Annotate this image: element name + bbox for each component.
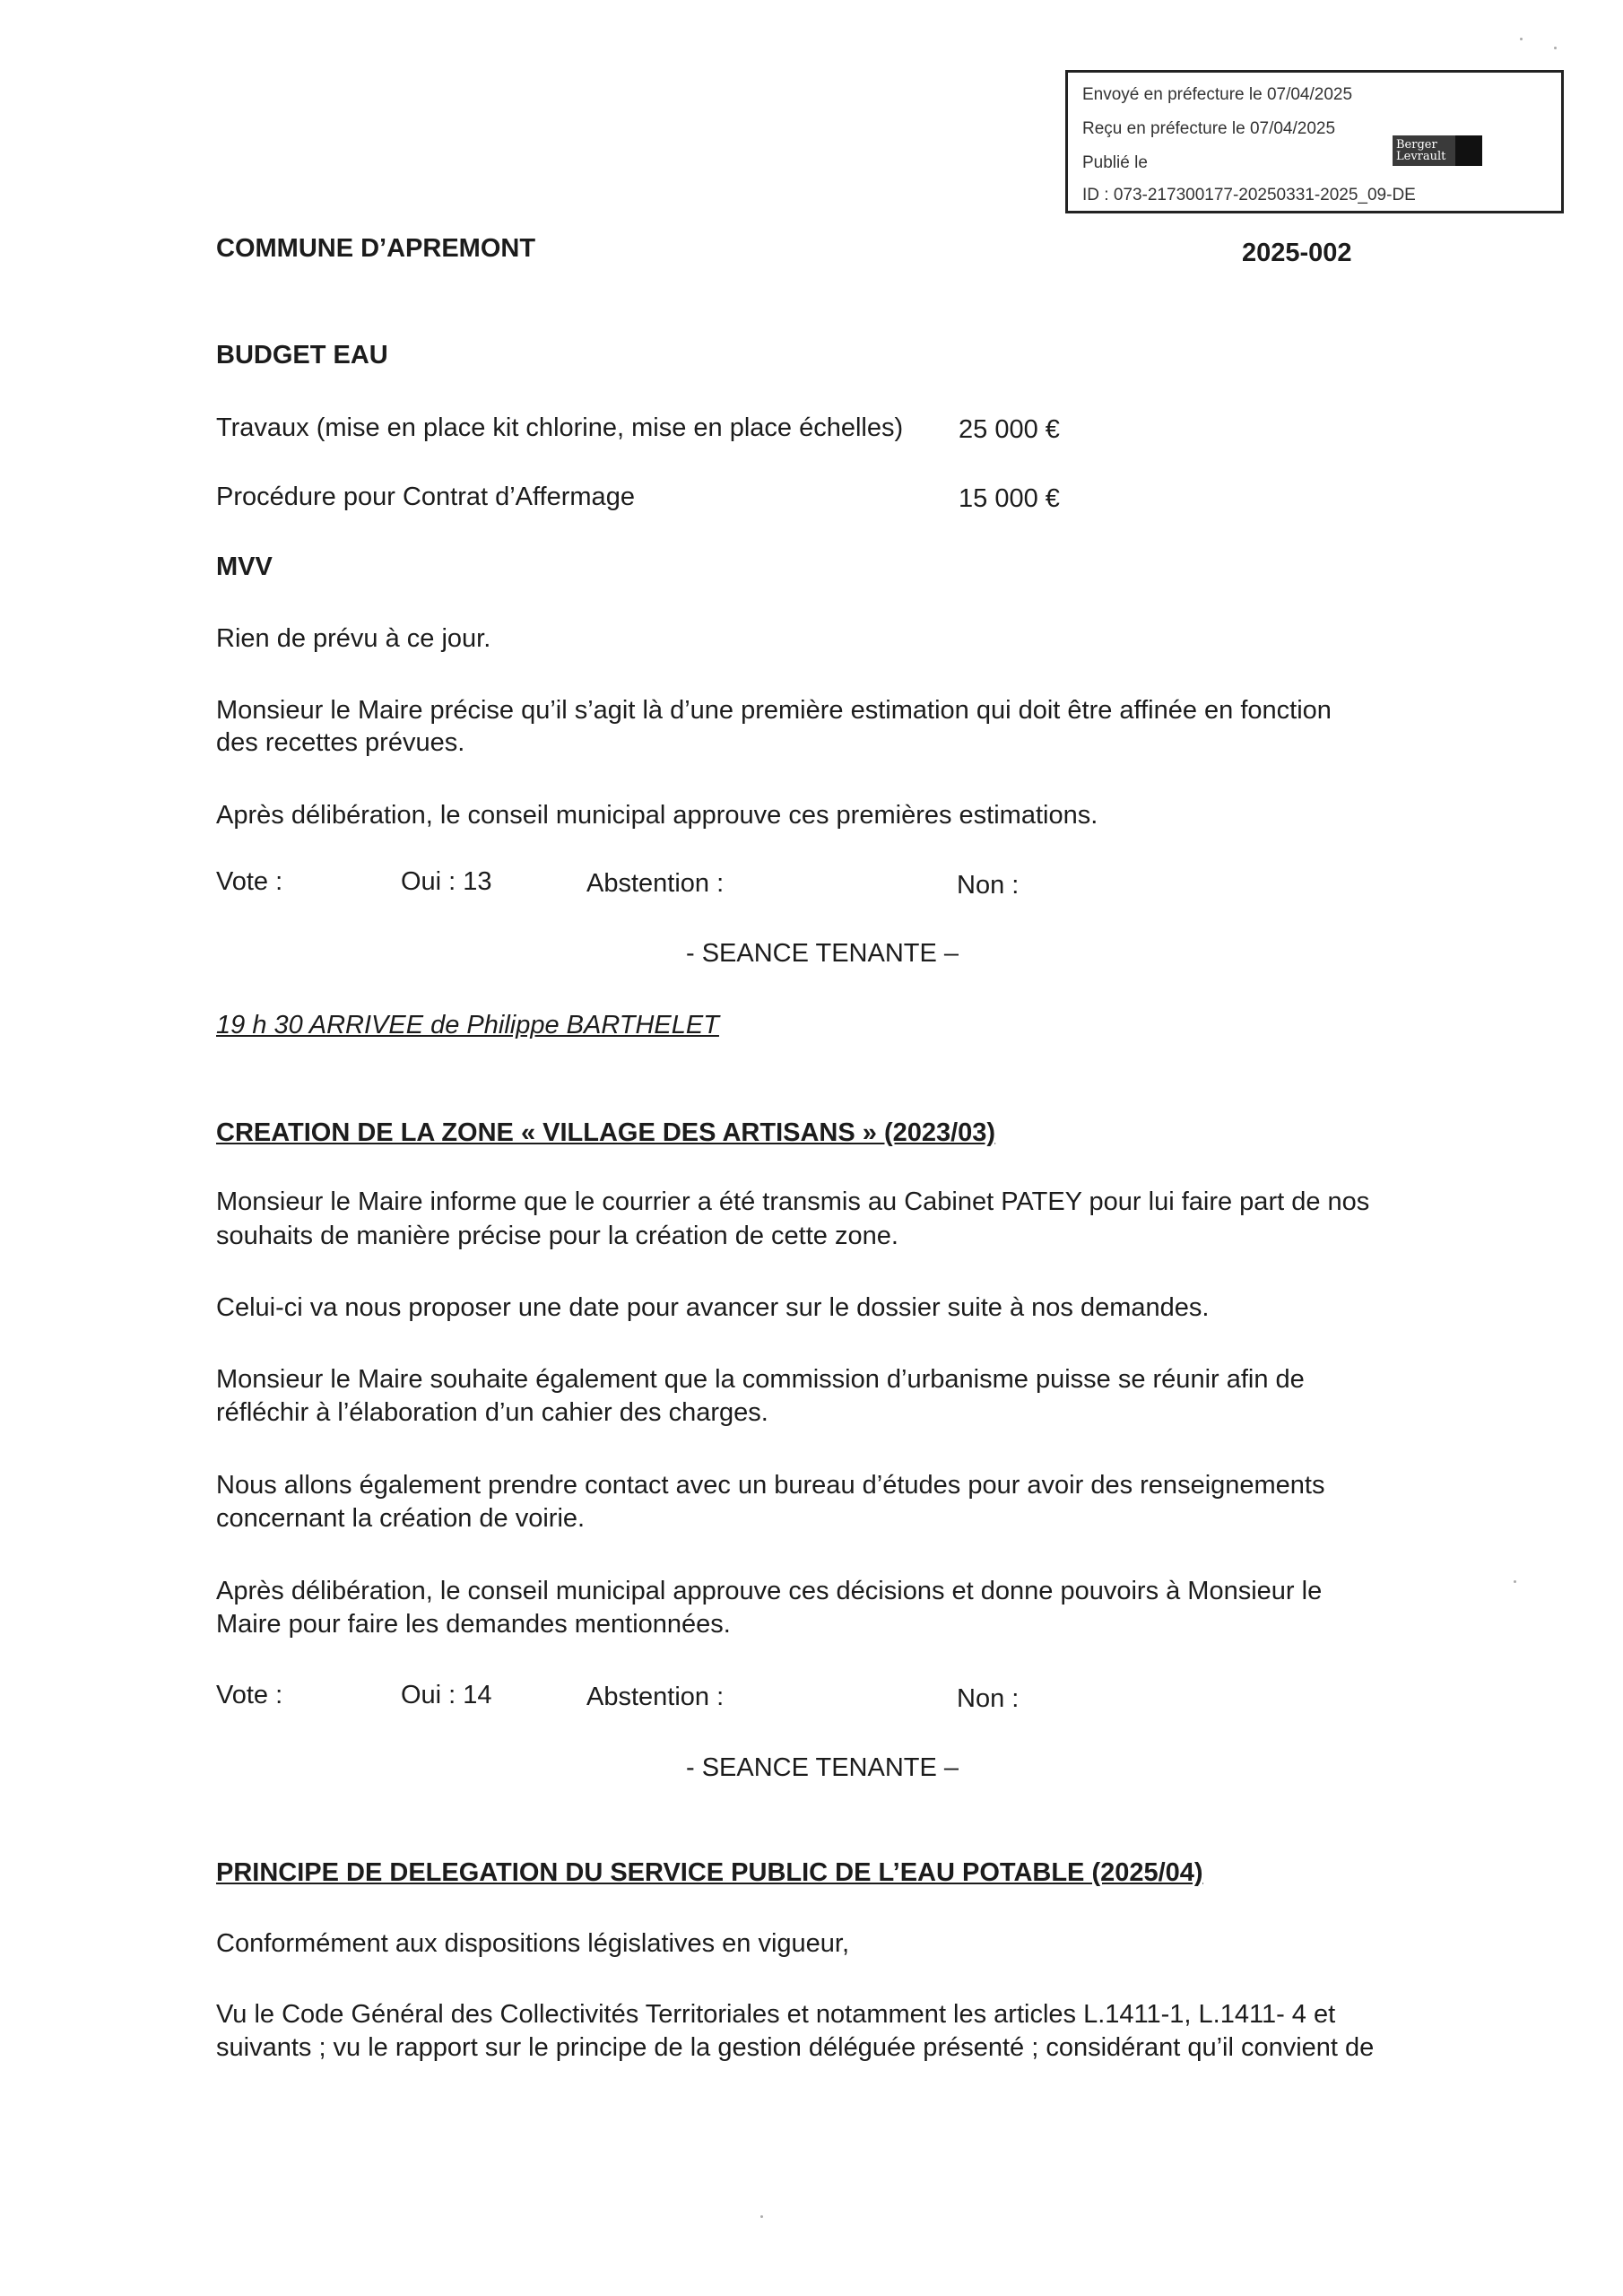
vote-abstention: Abstention : (586, 1683, 725, 1711)
delegation-paragraph: Conformément aux dispositions législatives en vigueur, (216, 1929, 850, 1958)
zone-paragraph: souhaits de manière précise pour la création de cette zone. (216, 1222, 898, 1250)
scan-speck (1554, 47, 1557, 49)
stamp-id: ID : 073-217300177-20250331-2025_09-DE (1082, 186, 1416, 204)
scan-speck (1520, 38, 1523, 40)
vote-abstention: Abstention : (586, 869, 725, 898)
estimation-line: des recettes prévues. (216, 728, 465, 757)
estimation-line: Monsieur le Maire précise qu’il s’agit là d’une première estimation qui doit être affinée en fonction (216, 696, 1332, 725)
arrivee-note: 19 h 30 ARRIVEE de Philippe BARTHELET (216, 1011, 719, 1039)
mvv-text: Rien de prévu à ce jour. (216, 624, 491, 653)
berger-levrault-logo: Berger Levrault (1393, 135, 1482, 166)
document-ref: 2025-002 (1242, 239, 1352, 267)
scan-speck (760, 2215, 763, 2218)
stamp-sent: Envoyé en préfecture le 07/04/2025 (1082, 85, 1353, 104)
budget-item-label: Travaux (mise en place kit chlorine, mise en place échelles) (216, 413, 904, 442)
budget-item-label: Procédure pour Contrat d’Affermage (216, 483, 635, 511)
seance-tenante: - SEANCE TENANTE – (686, 1753, 959, 1782)
section-title-zone: CREATION DE LA ZONE « VILLAGE DES ARTISANS » (2023/03) (216, 1118, 996, 1147)
delegation-paragraph: Vu le Code Général des Collectivités Territoriales et notamment les articles L.1411-1, L.1411- 4 et (216, 2000, 1336, 2029)
vote-non: Non : (957, 1684, 1020, 1713)
budget-item-amount: 25 000 € (959, 415, 1060, 444)
vote-label: Vote : (216, 867, 283, 896)
zone-paragraph: Nous allons également prendre contact avec un bureau d’études pour avoir des renseignements (216, 1471, 1325, 1500)
mvv-title: MVV (216, 552, 273, 581)
zone-paragraph: réfléchir à l’élaboration d’un cahier des charges. (216, 1398, 768, 1427)
zone-paragraph: Monsieur le Maire souhaite également que la commission d’urbanisme puisse se réunir afin de (216, 1365, 1305, 1394)
zone-paragraph: Monsieur le Maire informe que le courrier a été transmis au Cabinet PATEY pour lui faire part de nos (216, 1187, 1370, 1216)
zone-paragraph: Maire pour faire les demandes mentionnées. (216, 1610, 731, 1639)
zone-paragraph: Après délibération, le conseil municipal approuve ces décisions et donne pouvoirs à Monsieur le (216, 1577, 1323, 1605)
vote-non: Non : (957, 871, 1020, 900)
zone-paragraph: Celui-ci va nous proposer une date pour avancer sur le dossier suite à nos demandes. (216, 1293, 1210, 1322)
stamp-received: Reçu en préfecture le 07/04/2025 (1082, 119, 1336, 138)
zone-paragraph: concernant la création de voirie. (216, 1504, 586, 1533)
budget-eau-title: BUDGET EAU (216, 341, 388, 370)
seance-tenante: - SEANCE TENANTE – (686, 939, 959, 968)
section-title-delegation: PRINCIPE DE DELEGATION DU SERVICE PUBLIC DE L’EAU POTABLE (2025/04) (216, 1858, 1203, 1887)
estimation-approval: Après délibération, le conseil municipal approuve ces premières estimations. (216, 801, 1098, 830)
commune-name: COMMUNE D’APREMONT (216, 234, 536, 263)
vote-oui: Oui : 14 (401, 1681, 492, 1709)
scan-speck (1514, 1580, 1516, 1583)
vote-oui: Oui : 13 (401, 867, 492, 896)
budget-item-amount: 15 000 € (959, 484, 1060, 513)
delegation-paragraph: suivants ; vu le rapport sur le principe de la gestion déléguée présenté ; considérant qu’il convient de (216, 2033, 1375, 2062)
prefecture-stamp (1065, 70, 1564, 213)
vote-label: Vote : (216, 1681, 283, 1709)
stamp-published: Publié le (1082, 153, 1148, 172)
